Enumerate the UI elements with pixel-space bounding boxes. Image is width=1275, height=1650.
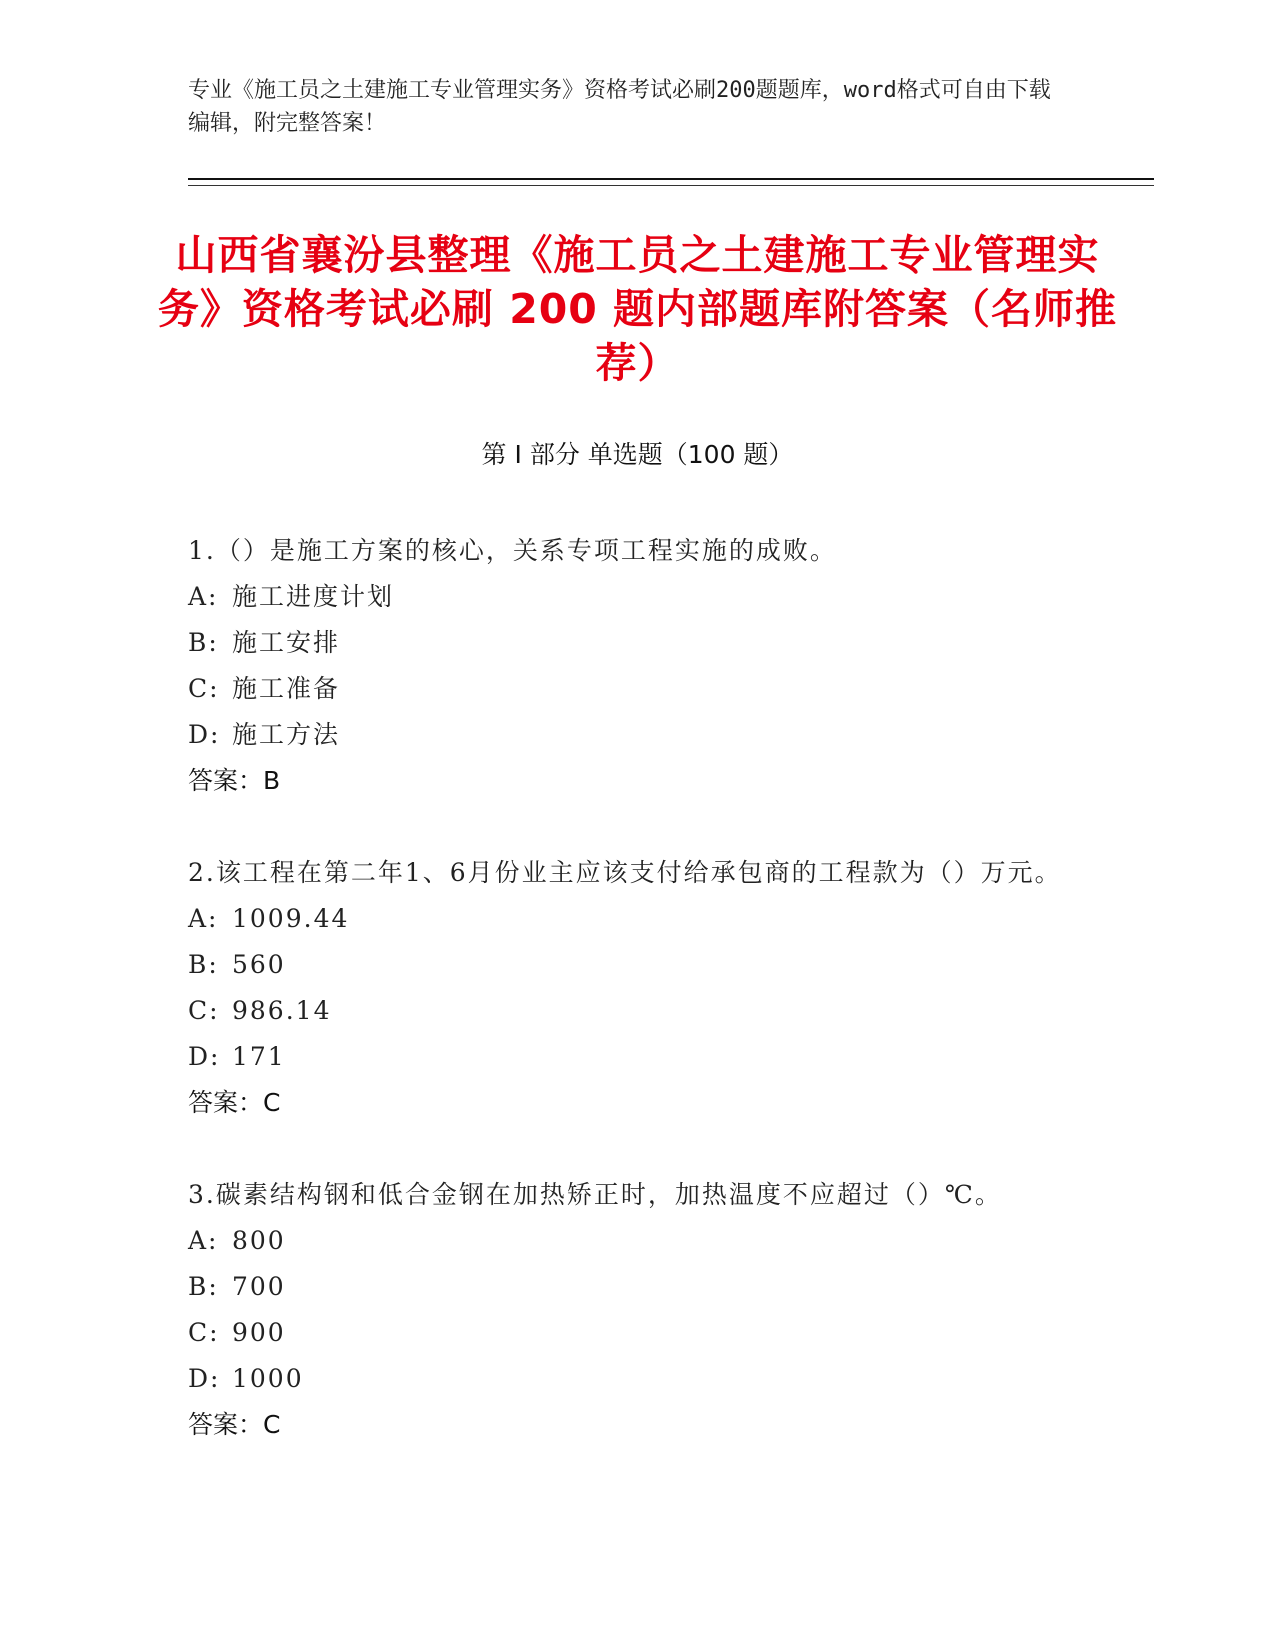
answer-label: 答案：C [188, 1410, 281, 1439]
option-key: A: [188, 1226, 219, 1255]
option-value: 施工进度计划 [232, 582, 395, 611]
question-text: 2.该工程在第二年1、6月份业主应该支付给承包商的工程款为（）万元。 [188, 858, 1062, 887]
option-a [188, 896, 1088, 942]
answer-label: 答案：B [188, 766, 281, 795]
option-c [188, 666, 1088, 712]
question-1 [188, 528, 1088, 804]
option-c [188, 988, 1088, 1034]
option-key: C: [188, 996, 220, 1025]
option-key: B: [188, 1272, 219, 1301]
option-value: 施工方法 [232, 720, 341, 749]
header-divider-thin [188, 185, 1154, 186]
option-c [188, 1310, 1088, 1356]
option-d [188, 712, 1088, 758]
section-heading: 第 I 部分 单选题（100 题） [481, 440, 794, 469]
option-b [188, 620, 1088, 666]
option-value: 700 [232, 1272, 286, 1301]
option-a [188, 574, 1088, 620]
option-value: 900 [232, 1318, 286, 1347]
option-value: 800 [232, 1226, 286, 1255]
option-value: 560 [232, 950, 286, 979]
option-value: 1000 [232, 1364, 304, 1393]
option-d [188, 1356, 1088, 1402]
option-key: C: [188, 1318, 220, 1347]
option-value: 986.14 [232, 996, 332, 1025]
option-key: D: [188, 1364, 221, 1393]
question-text: 1.（）是施工方案的核心，关系专项工程实施的成败。 [188, 536, 837, 565]
option-value: 施工安排 [232, 628, 341, 657]
question-3 [188, 1172, 1088, 1448]
document-title: 山西省襄汾县整理《施工员之土建施工专业管理实务》资格考试必刷 200 题内部题库附答案（名师推荐） [157, 231, 1118, 387]
header-note: 专业《施工员之土建施工专业管理实务》资格考试必刷200题题库，word格式可自由下载编辑，附完整答案！ [188, 78, 1051, 136]
question-text: 3.碳素结构钢和低合金钢在加热矫正时，加热温度不应超过（）℃。 [188, 1180, 1002, 1209]
option-key: D: [188, 1042, 221, 1071]
option-key: A: [188, 904, 219, 933]
option-b [188, 942, 1088, 988]
option-value: 171 [232, 1042, 286, 1071]
option-key: C: [188, 674, 220, 703]
answer-label: 答案：C [188, 1088, 281, 1117]
option-key: D: [188, 720, 221, 749]
header-divider-thick [188, 178, 1154, 180]
question-2 [188, 850, 1088, 1126]
option-key: B: [188, 628, 219, 657]
question-list [188, 528, 1088, 1494]
option-b [188, 1264, 1088, 1310]
option-a [188, 1218, 1088, 1264]
option-value: 施工准备 [232, 674, 341, 703]
option-value: 1009.44 [232, 904, 350, 933]
option-d [188, 1034, 1088, 1080]
option-key: B: [188, 950, 219, 979]
option-key: A: [188, 582, 219, 611]
